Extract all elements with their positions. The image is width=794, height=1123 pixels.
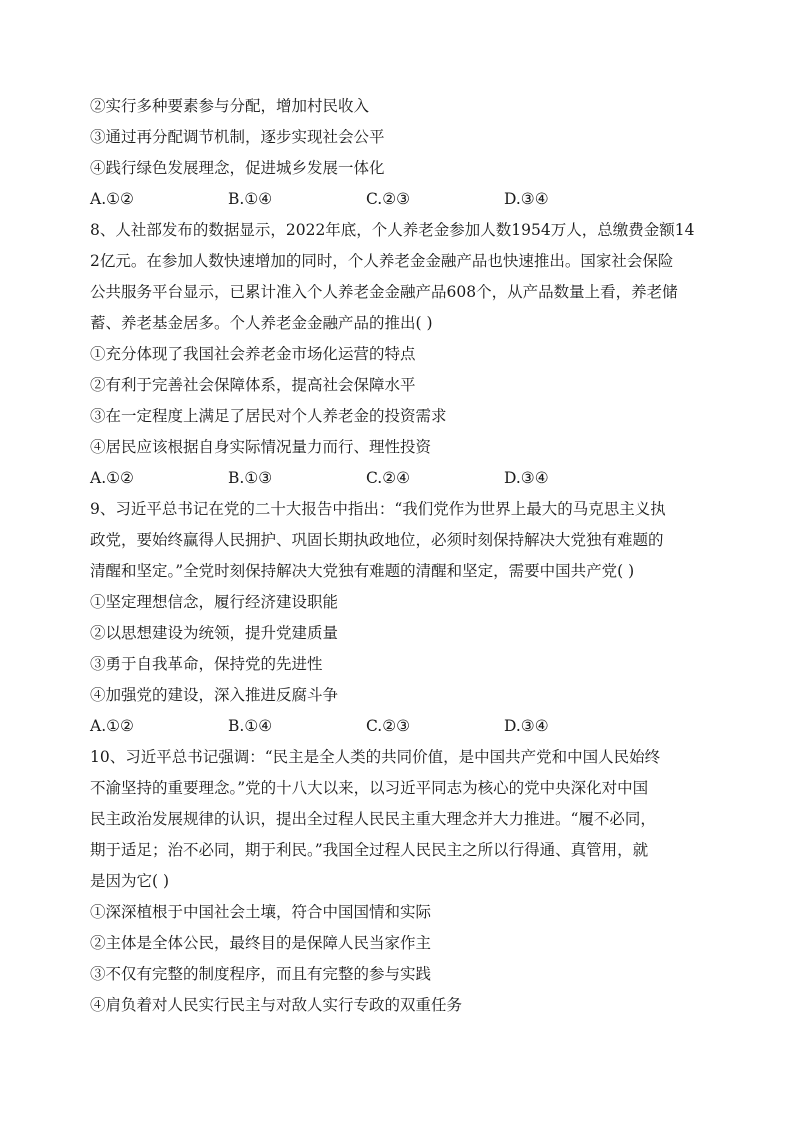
q7-answer-d: D.③④	[504, 190, 549, 208]
q9-stem-line: 9、习近平总书记在党的二十大报告中指出：“我们党作为世界上最大的马克思主义执	[90, 500, 666, 518]
q10-stem-line: 10、习近平总书记强调：“民主是全人类的共同价值，是中国共产党和中国人民始终	[90, 748, 661, 766]
q8-option-2: ②有利于完善社会保障体系，提高社会保障水平	[90, 376, 416, 394]
q8-stem-line: 公共服务平台显示，已累计准入个人养老金金融产品608个，从产品数量上看，养老储	[90, 283, 678, 301]
q10-option-1: ①深深植根于中国社会土壤，符合中国国情和实际	[90, 903, 432, 921]
q8-answer-d: D.③④	[504, 469, 549, 487]
q7-option-3: ③通过再分配调节机制，逐步实现社会公平	[90, 128, 385, 146]
q10-option-4: ④肩负着对人民实行民主与对敌人实行专政的双重任务	[90, 996, 463, 1014]
q7-answer-c: C.②③	[366, 190, 411, 208]
q8-answer-c: C.②④	[366, 469, 411, 487]
q8-answer-a: A.①②	[90, 469, 134, 487]
q7-option-4: ④践行绿色发展理念，促进城乡发展一体化	[90, 159, 385, 177]
q10-stem-line: 民主政治发展规律的认识，提出全过程人民民主重大理念并大力推进。“履不必同，	[90, 810, 656, 828]
q10-option-3: ③不仅有完整的制度程序，而且有完整的参与实践	[90, 965, 432, 983]
q7-answer-b: B.①④	[228, 190, 273, 208]
q9-stem-line: 清醒和坚定。”全党时刻保持解决大党独有难题的清醒和坚定，需要中国共产党( )	[90, 562, 635, 580]
q9-option-3: ③勇于自我革命，保持党的先进性	[90, 655, 323, 673]
q8-answer-choices	[90, 463, 710, 494]
q8-option-3: ③在一定程度上满足了居民对个人养老金的投资需求	[90, 407, 447, 425]
question-9	[90, 494, 710, 742]
q10-stem-line: 是因为它( )	[90, 872, 170, 890]
exam-page	[90, 91, 710, 1021]
q8-option-4: ④居民应该根据自身实际情况量力而行、理性投资	[90, 438, 432, 456]
q10-option-2: ②主体是全体公民，最终目的是保障人民当家作主	[90, 934, 432, 952]
q8-stem-line: 2亿元。在参加人数快速增加的同时，个人养老金金融产品也快速推出。国家社会保险	[90, 252, 674, 270]
q9-answer-a: A.①②	[90, 717, 134, 735]
q9-answer-d: D.③④	[504, 717, 549, 735]
q8-stem-line: 8、人社部发布的数据显示，2022年底，个人养老金参加人数1954万人，总缴费金额14	[90, 221, 695, 239]
q9-stem-line: 政党，要始终赢得人民拥护、巩固长期执政地位，必须时刻保持解决大党独有难题的	[90, 531, 664, 549]
q8-option-1: ①充分体现了我国社会养老金市场化运营的特点	[90, 345, 416, 363]
q10-stem-line: 期于适足；治不必同，期于利民。”我国全过程人民民主之所以行得通、真管用，就	[90, 841, 649, 859]
q8-answer-b: B.①③	[228, 469, 273, 487]
q9-answer-c: C.②③	[366, 717, 411, 735]
q10-stem-line: 不渝坚持的重要理念。”党的十八大以来，以习近平同志为核心的党中央深化对中国	[90, 779, 649, 797]
q9-answer-choices	[90, 711, 710, 742]
q7-option-2: ②实行多种要素参与分配，增加村民收入	[90, 97, 370, 115]
q9-answer-b: B.①④	[228, 717, 273, 735]
q9-option-2: ②以思想建设为统领，提升党建质量	[90, 624, 339, 642]
question-10	[90, 742, 710, 1021]
q7-answer-choices	[90, 184, 710, 215]
q7-answer-a: A.①②	[90, 190, 134, 208]
q9-option-1: ①坚定理想信念，履行经济建设职能	[90, 593, 339, 611]
question-8	[90, 215, 710, 494]
q9-option-4: ④加强党的建设，深入推进反腐斗争	[90, 686, 339, 704]
question-7	[90, 91, 710, 215]
q8-stem-line: 蓄、养老基金居多。个人养老金金融产品的推出( )	[90, 314, 433, 332]
